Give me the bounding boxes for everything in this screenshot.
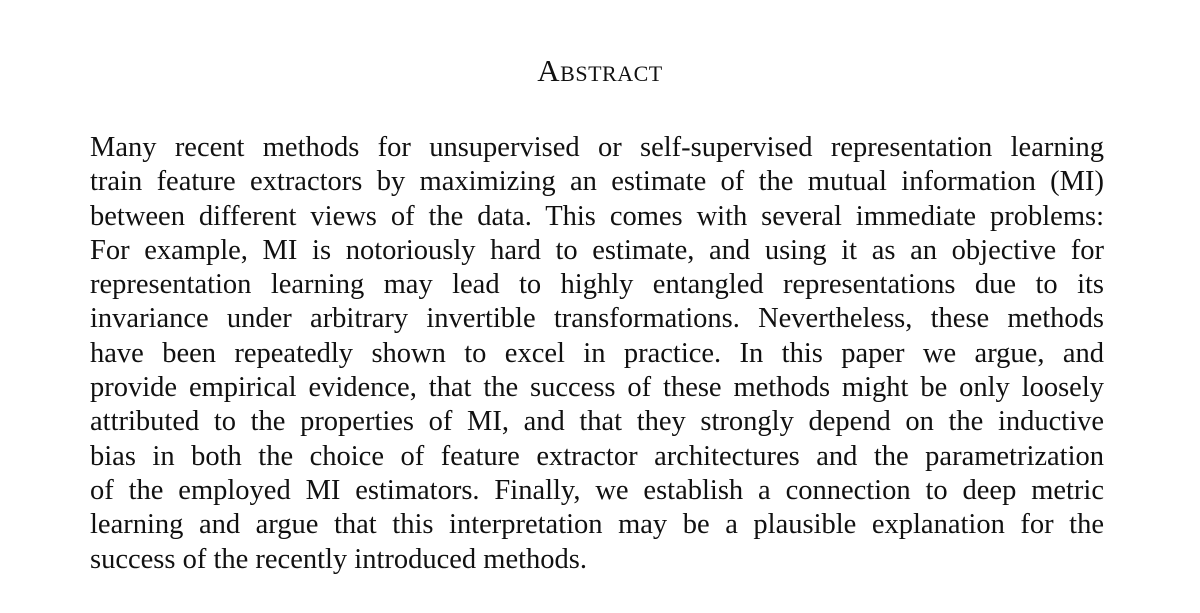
- abstract-line: success of the recently introduced methods.: [90, 543, 588, 575]
- abstract-line: of the employed MI estimators. Finally, we establish a connection to deep metric: [90, 474, 1104, 506]
- abstract-line: train feature extractors by maximizing an estimate of the mutual information (MI): [90, 166, 1104, 198]
- abstract-line: bias in both the choice of feature extractor architectures and the parametrization: [90, 440, 1104, 472]
- abstract-text: [90, 131, 1104, 577]
- abstract-line: have been repeatedly shown to excel in practice. In this paper we argue, and: [90, 337, 1104, 369]
- abstract-heading: Abstract: [537, 53, 663, 88]
- abstract-line: representation learning may lead to highly entangled representations due to its: [90, 269, 1104, 301]
- abstract-line: For example, MI is notoriously hard to estimate, and using it as an objective for: [90, 234, 1104, 266]
- abstract-line: attributed to the properties of MI, and that they strongly depend on the inductive: [90, 406, 1104, 438]
- abstract-line: between different views of the data. This comes with several immediate problems:: [90, 200, 1104, 232]
- abstract-line: learning and argue that this interpretation may be a plausible explanation for the: [90, 509, 1104, 541]
- abstract-line: invariance under arbitrary invertible transformations. Nevertheless, these methods: [90, 303, 1104, 335]
- abstract-line: provide empirical evidence, that the success of these methods might be only loosely: [90, 372, 1104, 404]
- abstract-line: Many recent methods for unsupervised or self-supervised representation learning: [90, 132, 1104, 163]
